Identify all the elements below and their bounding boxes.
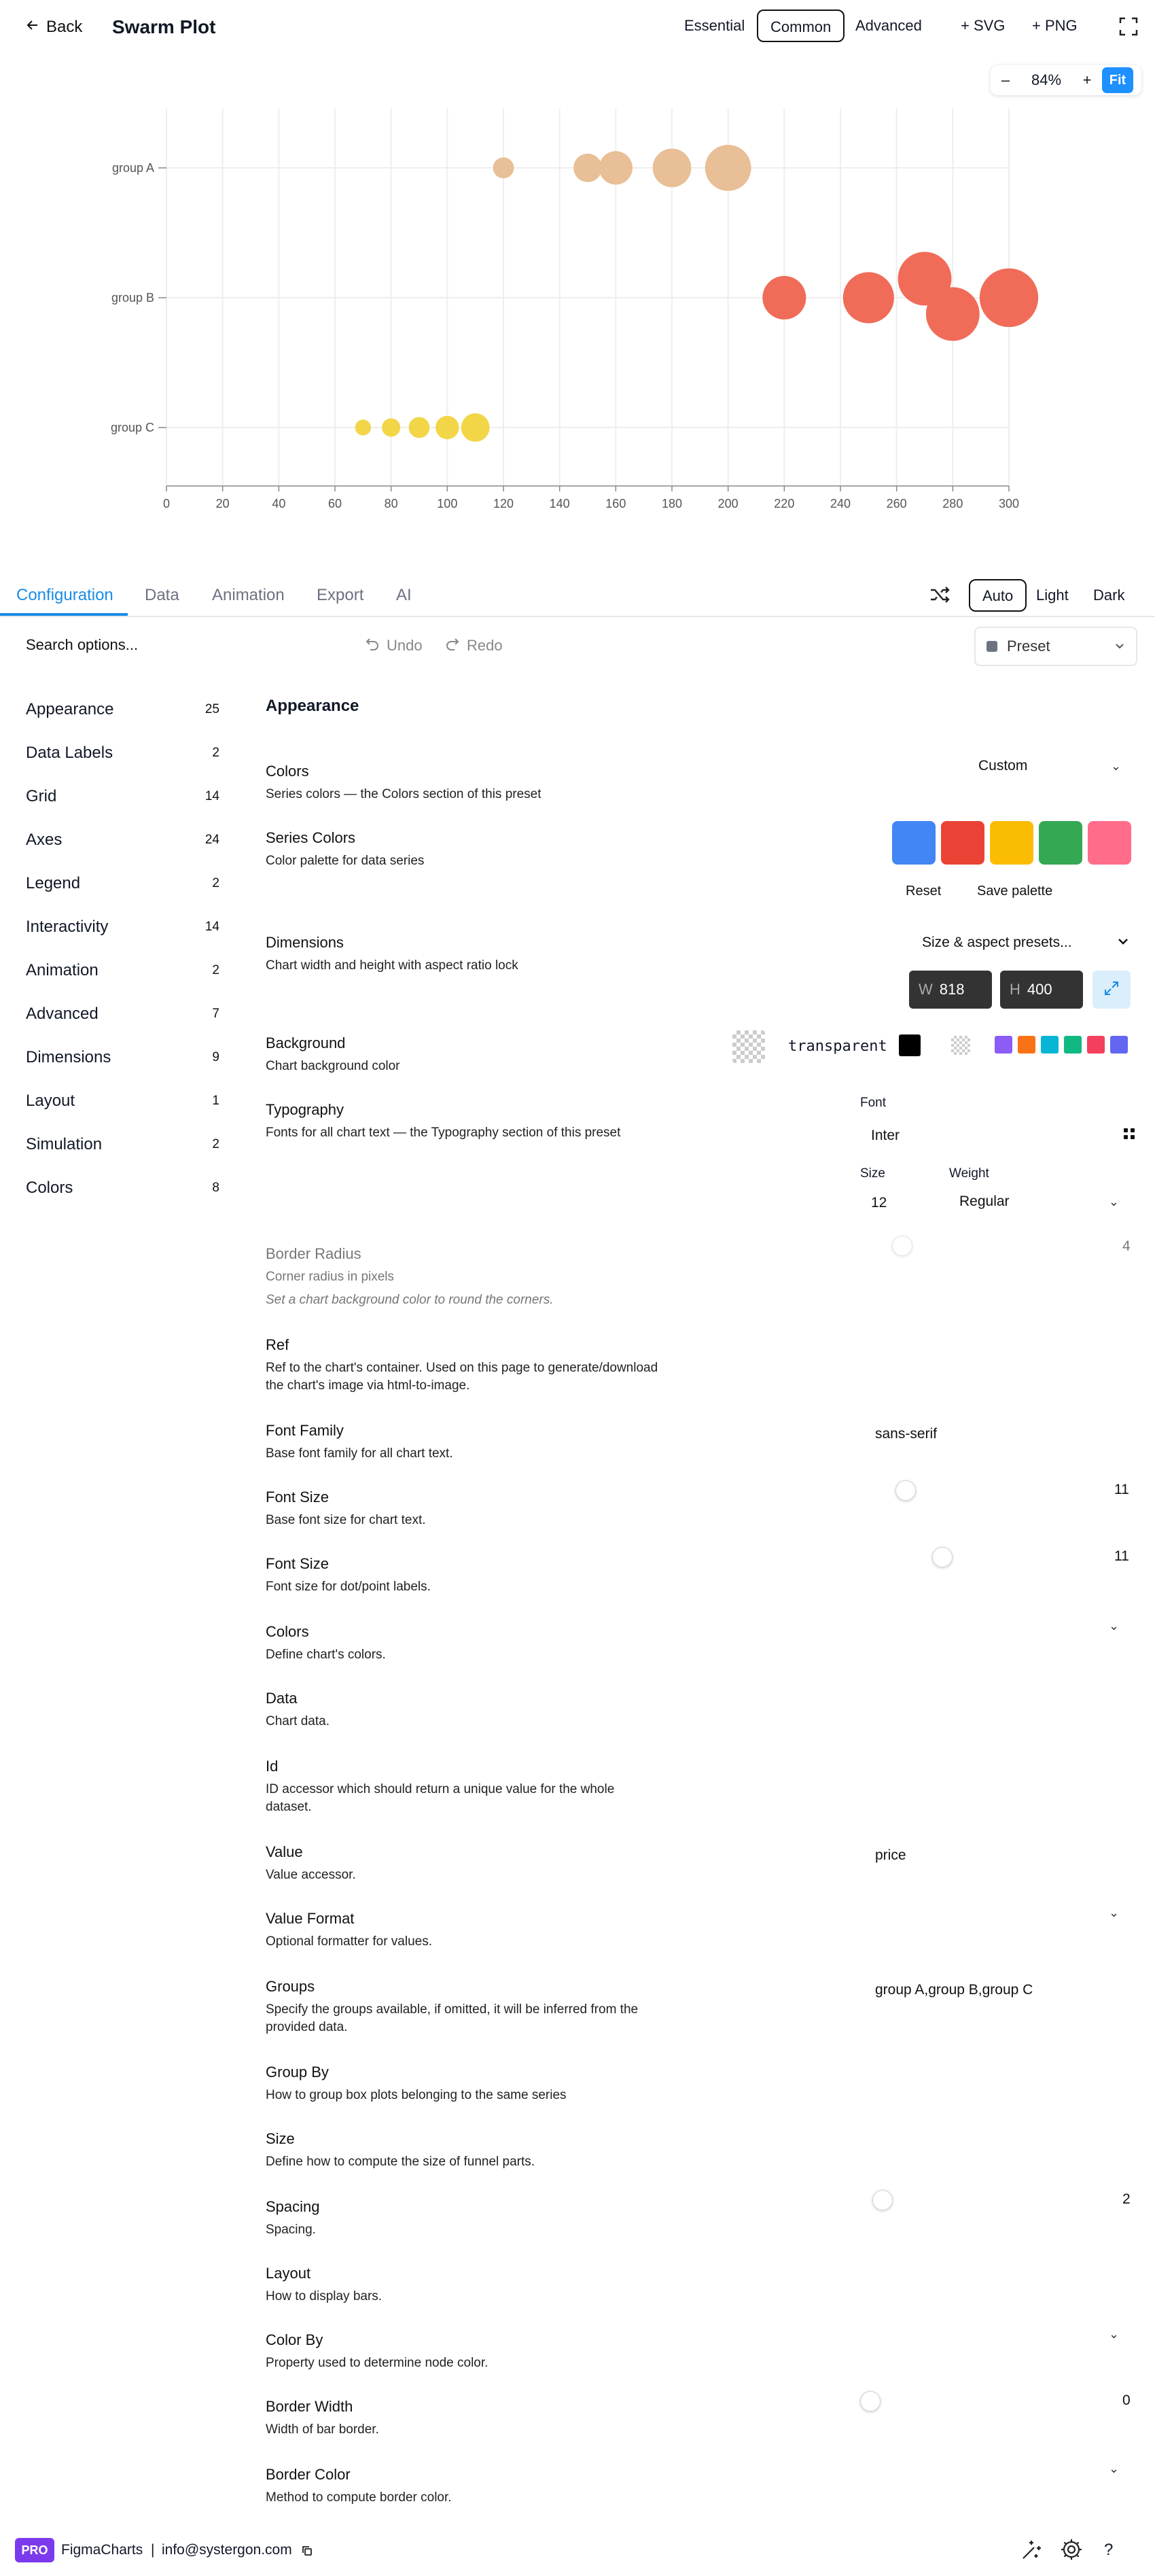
sidebar-item-grid[interactable]: [26, 783, 219, 810]
sidebar-item-count: 7: [212, 1007, 219, 1021]
border-radius-value: 4: [1122, 1238, 1131, 1254]
chart-colors-desc: Define chart's colors.: [266, 1648, 386, 1662]
spacing-label: Spacing: [266, 2198, 320, 2215]
mode-essential[interactable]: Essential: [672, 10, 757, 42]
page-title: Swarm Plot: [112, 16, 216, 37]
data-point: [653, 149, 692, 188]
theme-light-button[interactable]: Light: [1024, 579, 1081, 612]
border-color-desc: Method to compute border color.: [266, 2490, 452, 2505]
background-palette-swatch[interactable]: [1064, 1036, 1082, 1054]
expand-icon: [1103, 979, 1120, 1000]
y-group-label: group C: [110, 421, 154, 434]
footer-separator: |: [151, 2542, 155, 2558]
x-tick-label: 180: [661, 497, 683, 510]
data-point: [843, 272, 894, 323]
id-label: Id: [266, 1758, 279, 1775]
sidebar-item-label: Advanced: [26, 1005, 99, 1023]
chevron-down-icon[interactable]: ⌄: [1109, 2327, 1120, 2341]
size-presets-select[interactable]: [922, 935, 1129, 951]
preset-label: Preset: [1007, 638, 1050, 655]
tab-configuration[interactable]: Configuration: [16, 576, 113, 614]
border-color-label: Border Color: [266, 2466, 351, 2483]
mode-common[interactable]: Common: [757, 10, 845, 42]
border-width-desc: Width of bar border.: [266, 2422, 379, 2437]
contact-email[interactable]: info@systergon.com: [162, 2542, 292, 2558]
sidebar-item-label: Grid: [26, 787, 57, 805]
sidebar-item-dimensions[interactable]: [26, 1044, 219, 1071]
background-palette-swatch[interactable]: [1041, 1036, 1059, 1054]
series-colors-desc: Color palette for data series: [266, 854, 425, 868]
shuffle-icon[interactable]: [928, 583, 951, 610]
data-point: [926, 288, 980, 341]
zoom-out-button[interactable]: –: [991, 71, 1020, 89]
weight-label: Weight: [949, 1166, 989, 1181]
series-color-swatch[interactable]: [1088, 821, 1131, 865]
data-point: [355, 419, 371, 435]
height-key: H: [1010, 981, 1020, 998]
x-tick-label: 300: [998, 497, 1020, 510]
reset-palette-button[interactable]: Reset: [906, 884, 942, 899]
sidebar-item-interactivity[interactable]: [26, 913, 219, 941]
redo-button[interactable]: [445, 636, 503, 655]
redo-icon: [445, 636, 460, 655]
save-palette-button[interactable]: Save palette: [977, 884, 1053, 899]
x-tick-label: 20: [215, 497, 230, 510]
colors-select-value: Custom: [978, 758, 1028, 773]
background-palette-swatch[interactable]: [1018, 1036, 1035, 1054]
spacing-slider[interactable]: [872, 2190, 893, 2210]
group-by-desc: How to group box plots belonging to the same series: [266, 2088, 567, 2102]
data-desc: Chart data.: [266, 1714, 330, 1728]
zoom-in-button[interactable]: +: [1072, 71, 1102, 89]
x-tick-label: 40: [272, 497, 286, 510]
font-value: Inter: [871, 1127, 900, 1143]
arrow-left-icon: [26, 18, 39, 37]
spacing-value: 2: [1122, 2191, 1131, 2207]
series-color-swatch[interactable]: [941, 821, 984, 865]
font-family-desc: Base font family for all chart text.: [266, 1446, 453, 1461]
background-input[interactable]: transparent: [788, 1038, 887, 1055]
chevron-down-icon[interactable]: ⌄: [1109, 1619, 1120, 1633]
font-size-value: 11: [1114, 1482, 1129, 1497]
sidebar-item-label: Layout: [26, 1092, 75, 1110]
sidebar-item-layout[interactable]: [26, 1087, 219, 1115]
sidebar-item-label: Animation: [26, 961, 99, 979]
typography-desc: Fonts for all chart text — the Typography section of this preset: [266, 1126, 621, 1140]
value-desc: Value accessor.: [266, 1868, 356, 1882]
zoom-value: 84%: [1031, 71, 1062, 88]
layout-desc: How to display bars.: [266, 2289, 383, 2303]
id-desc: ID accessor which should return a unique value for the whole dataset.: [266, 1782, 615, 1814]
series-color-swatch[interactable]: [1039, 821, 1082, 865]
undo-label: Undo: [387, 637, 423, 654]
data-label: Data: [266, 1690, 298, 1707]
back-label: Back: [46, 18, 83, 36]
data-point: [461, 413, 490, 442]
ref-label: Ref: [266, 1336, 289, 1353]
border-width-slider[interactable]: [860, 2391, 881, 2412]
x-tick-label: 80: [384, 497, 398, 510]
x-tick-label: 240: [830, 497, 851, 510]
x-tick-label: 280: [942, 497, 963, 510]
chevron-down-icon[interactable]: ⌄: [1109, 2462, 1120, 2475]
font-family-label: Font Family: [266, 1422, 344, 1439]
value-input[interactable]: price: [875, 1847, 906, 1863]
x-tick-label: 60: [327, 497, 342, 510]
data-point: [382, 418, 400, 436]
x-tick-label: 220: [774, 497, 795, 510]
tab-export[interactable]: Export: [317, 576, 363, 614]
data-point: [762, 276, 806, 319]
tab-data[interactable]: Data: [145, 576, 179, 614]
aspect-lock-button[interactable]: [1092, 971, 1131, 1009]
background-palette-swatch[interactable]: [995, 1036, 1012, 1054]
chevron-down-icon: [1114, 638, 1125, 655]
data-point: [705, 145, 751, 191]
border-radius-label: Border Radius: [266, 1245, 361, 1262]
series-color-swatch[interactable]: [892, 821, 936, 865]
colors-desc: Series colors — the Colors section of this preset: [266, 787, 541, 801]
size-input[interactable]: 12: [871, 1195, 887, 1211]
series-colors-label: Series Colors: [266, 829, 356, 846]
chart-svg: [0, 102, 1155, 523]
sidebar-item-count: 24: [205, 833, 219, 847]
sidebar-item-label: Appearance: [26, 700, 114, 718]
redo-label: Redo: [467, 637, 503, 654]
dimensions-desc: Chart width and height with aspect ratio lock: [266, 958, 518, 973]
series-color-swatch[interactable]: [990, 821, 1033, 865]
swarm-chart: [0, 102, 1155, 523]
x-tick-label: 140: [549, 497, 570, 510]
background-label: Background: [266, 1034, 346, 1051]
sparkle-wand-icon[interactable]: [1019, 2537, 1045, 2566]
label-font-size-slider[interactable]: [932, 1547, 953, 1567]
sidebar-item-count: 2: [212, 746, 219, 760]
x-tick-label: 120: [493, 497, 514, 510]
groups-desc: Specify the groups available, if omitted, it will be inferred from the provided data.: [266, 2002, 639, 2034]
value-format-desc: Optional formatter for values.: [266, 1934, 432, 1949]
groups-input[interactable]: group A,group B,group C: [875, 1982, 1033, 1998]
sidebar-item-advanced[interactable]: [26, 1000, 219, 1028]
spacing-desc: Spacing.: [266, 2223, 316, 2237]
dimensions-label: Dimensions: [266, 934, 344, 951]
pro-badge: PRO: [15, 2538, 54, 2562]
sidebar-item-count: 2: [212, 876, 219, 890]
value-label: Value: [266, 1843, 303, 1860]
sidebar-item-label: Axes: [26, 831, 63, 849]
sidebar-item-data-labels[interactable]: [26, 739, 219, 767]
zoom-fit-button[interactable]: Fit: [1102, 67, 1133, 93]
tab-ai[interactable]: AI: [396, 576, 412, 614]
size-option-label: Size: [266, 2130, 295, 2147]
colors-label: Colors: [266, 763, 309, 780]
section-title: Appearance: [266, 697, 359, 715]
fullscreen-icon[interactable]: [1118, 16, 1139, 37]
weight-value: Regular: [959, 1194, 1010, 1209]
chevron-down-icon: ⌄: [1110, 759, 1121, 773]
sidebar-item-count: 25: [205, 702, 219, 716]
border-width-value: 0: [1122, 2392, 1131, 2408]
sidebar-item-simulation[interactable]: [26, 1131, 219, 1158]
sidebar-item-label: Data Labels: [26, 744, 113, 762]
sidebar-item-count: 14: [205, 920, 219, 934]
sidebar-item-count: 9: [212, 1050, 219, 1064]
color-by-label: Color By: [266, 2331, 323, 2348]
x-tick-label: 200: [717, 497, 739, 510]
grid-dots-icon: [1122, 1127, 1136, 1144]
data-point: [599, 151, 633, 184]
sidebar-item-count: 2: [212, 1137, 219, 1151]
colors-select[interactable]: [978, 758, 1121, 774]
brand-name: FigmaCharts: [61, 2542, 143, 2558]
undo-button[interactable]: [365, 636, 423, 655]
undo-icon: [365, 636, 380, 655]
data-point: [493, 158, 514, 179]
theme-auto-button[interactable]: Auto: [969, 579, 1027, 612]
sidebar-item-colors[interactable]: [26, 1174, 219, 1202]
font-family-input[interactable]: sans-serif: [875, 1426, 938, 1442]
font-size-desc: Base font size for chart text.: [266, 1513, 426, 1527]
size-option-desc: Define how to compute the size of funnel parts.: [266, 2155, 535, 2169]
transparent-swatch[interactable]: [732, 1030, 765, 1063]
sidebar-item-count: 14: [205, 789, 219, 803]
font-size-label: Font Size: [266, 1489, 329, 1505]
chart-colors-label: Colors: [266, 1623, 309, 1640]
font-label: Font: [860, 1096, 887, 1110]
x-tick-label: 160: [605, 497, 626, 510]
background-palette-swatch[interactable]: [1110, 1036, 1128, 1054]
weight-select[interactable]: [959, 1194, 1119, 1210]
y-group-label: group A: [111, 161, 154, 175]
height-value: 400: [1027, 981, 1052, 998]
sidebar-item-animation[interactable]: [26, 957, 219, 984]
x-tick-label: 260: [886, 497, 907, 510]
preset-icon: [987, 641, 997, 652]
chevron-down-icon: [1117, 935, 1129, 951]
data-point: [409, 417, 430, 438]
data-point: [436, 416, 459, 440]
back-button[interactable]: [26, 15, 82, 39]
sidebar-item-label: Legend: [26, 874, 81, 892]
sidebar-item-label: Interactivity: [26, 918, 109, 936]
gear-icon[interactable]: [1059, 2537, 1084, 2566]
height-input[interactable]: [1000, 971, 1083, 1009]
data-point: [980, 268, 1038, 327]
size-presets-label: Size & aspect presets...: [922, 935, 1072, 950]
mode-advanced[interactable]: Advanced: [843, 10, 934, 42]
border-radius-slider[interactable]: [892, 1236, 912, 1256]
sidebar-item-legend[interactable]: [26, 870, 219, 897]
sidebar-item-count: 8: [212, 1181, 219, 1195]
transparent-mini-swatch[interactable]: [951, 1036, 970, 1055]
sidebar-item-label: Dimensions: [26, 1048, 111, 1066]
search-input[interactable]: Search options...: [26, 636, 139, 653]
preset-select[interactable]: [974, 627, 1137, 666]
copy-icon[interactable]: [301, 2545, 313, 2560]
font-size-slider[interactable]: [895, 1480, 916, 1501]
width-key: W: [919, 981, 933, 998]
value-format-label: Value Format: [266, 1910, 355, 1927]
sidebar-item-count: 1: [212, 1094, 219, 1108]
background-desc: Chart background color: [266, 1059, 400, 1073]
tabs-divider: [0, 616, 1155, 617]
layout-label: Layout: [266, 2265, 311, 2282]
sidebar-item-axes[interactable]: [26, 826, 219, 854]
background-palette-swatch[interactable]: [1087, 1036, 1105, 1054]
sidebar-item-label: Colors: [26, 1179, 73, 1197]
x-tick-label: 100: [437, 497, 458, 510]
label-font-size-label: Font Size: [266, 1555, 329, 1572]
header: [0, 0, 1155, 54]
tab-animation[interactable]: Animation: [212, 576, 285, 614]
color-by-desc: Property used to determine node color.: [266, 2356, 488, 2370]
export-svg-button[interactable]: + SVG: [961, 10, 1005, 42]
sidebar-item-label: Simulation: [26, 1135, 103, 1153]
zoom-control: [991, 65, 1141, 95]
border-radius-desc: Corner radius in pixels: [266, 1270, 395, 1284]
typography-label: Typography: [266, 1101, 344, 1118]
width-input[interactable]: [909, 971, 992, 1009]
y-group-label: group B: [111, 291, 154, 304]
label-font-size-desc: Font size for dot/point labels.: [266, 1580, 431, 1594]
groups-label: Groups: [266, 1978, 315, 1995]
sidebar-item-count: 2: [212, 963, 219, 977]
export-png-button[interactable]: + PNG: [1032, 10, 1078, 42]
font-select[interactable]: [871, 1127, 1136, 1144]
border-width-label: Border Width: [266, 2398, 353, 2415]
group-by-label: Group By: [266, 2064, 329, 2081]
border-radius-note: Set a chart background color to round the corners.: [266, 1293, 554, 1307]
theme-dark-button[interactable]: Dark: [1081, 579, 1137, 612]
data-point: [573, 154, 602, 182]
chevron-down-icon[interactable]: ⌄: [1109, 1906, 1120, 1919]
size-label: Size: [860, 1166, 885, 1181]
help-icon[interactable]: ?: [1104, 2541, 1114, 2559]
width-value: 818: [939, 981, 965, 998]
ref-desc: Ref to the chart's container. Used on this page to generate/download the chart's image via html-to-image.: [266, 1361, 658, 1393]
sidebar-item-appearance[interactable]: [26, 696, 219, 723]
chevron-down-icon: ⌄: [1108, 1194, 1119, 1208]
label-font-size-value: 11: [1114, 1548, 1129, 1564]
black-swatch[interactable]: [899, 1034, 921, 1056]
x-tick-label: 0: [162, 497, 171, 510]
